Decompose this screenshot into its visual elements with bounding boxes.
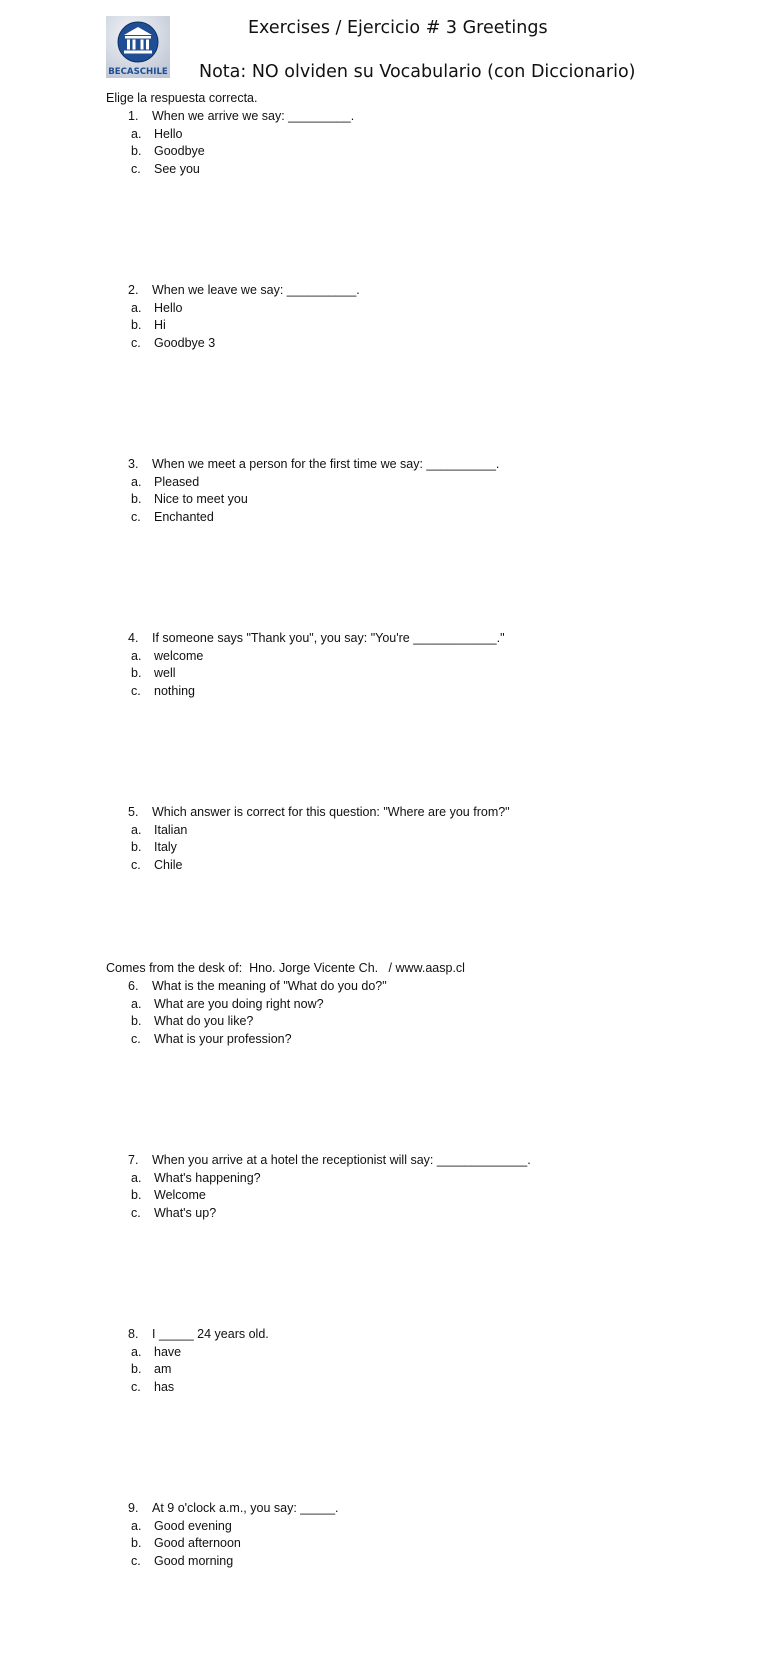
option-letter: b. <box>131 1362 142 1376</box>
page-title: Exercises / Ejercicio # 3 Greetings <box>248 18 548 38</box>
option-text: Welcome <box>154 1188 206 1202</box>
option-letter: b. <box>131 318 142 332</box>
option-letter: c. <box>131 509 141 524</box>
option-text: See you <box>154 161 200 176</box>
option-text: have <box>154 1344 182 1359</box>
question-item <box>0 1501 768 1675</box>
option-text: What's up? <box>154 1205 217 1220</box>
option-letter: c. <box>131 1031 141 1046</box>
option-text: Goodbye 3 <box>154 335 216 350</box>
option-letter: a. <box>131 474 142 489</box>
question-number: 9. <box>128 1501 139 1515</box>
option-letter: a. <box>131 1344 142 1359</box>
option-text: Italy <box>154 840 177 854</box>
option-text: Italian <box>154 822 188 837</box>
option-text: Pleased <box>154 474 200 489</box>
question-number: 5. <box>128 805 139 819</box>
option-text: Hello <box>154 300 183 315</box>
question-text: When you arrive at a hotel the receptionist will say: _____________. <box>152 1153 531 1167</box>
option-letter: a. <box>131 996 142 1011</box>
question-text: What is the meaning of "What do you do?" <box>152 979 387 993</box>
question-number: 2. <box>128 283 139 297</box>
option-letter: c. <box>131 683 141 698</box>
option-text: Chile <box>154 857 183 872</box>
question-text: When we leave we say: __________. <box>152 283 360 297</box>
question-item <box>0 1327 768 1501</box>
option-letter: a. <box>131 648 142 663</box>
option-letter: c. <box>131 857 141 872</box>
option-letter: a. <box>131 300 142 315</box>
question-text: At 9 o'clock a.m., you say: _____. <box>152 1501 339 1515</box>
question-item <box>0 805 768 979</box>
option-letter: a. <box>131 1170 142 1185</box>
option-text: Goodbye <box>154 144 205 158</box>
option-text: welcome <box>154 648 204 663</box>
option-text: What are you doing right now? <box>154 996 324 1011</box>
question-number: 7. <box>128 1153 139 1167</box>
option-letter: c. <box>131 1553 141 1568</box>
option-text: nothing <box>154 683 196 698</box>
option-text: am <box>154 1362 172 1376</box>
option-letter: b. <box>131 840 142 854</box>
question-number: 1. <box>128 109 139 123</box>
question-item <box>0 283 768 457</box>
option-letter: c. <box>131 1205 141 1220</box>
instruction-text: Elige la respuesta correcta. <box>106 91 258 105</box>
option-text: has <box>154 1379 175 1394</box>
option-letter: b. <box>131 1014 142 1028</box>
option-letter: c. <box>131 1379 141 1394</box>
question-item <box>0 457 768 631</box>
question-list <box>0 109 768 1675</box>
option-letter: a. <box>131 126 142 141</box>
question-text: I _____ 24 years old. <box>152 1327 269 1341</box>
question-item <box>0 631 768 805</box>
option-letter: b. <box>131 1536 142 1550</box>
question-number: 6. <box>128 979 139 993</box>
option-letter: c. <box>131 161 141 176</box>
question-number: 3. <box>128 457 139 471</box>
question-text: When we meet a person for the first time we say: __________. <box>152 457 500 471</box>
option-text: Hi <box>154 318 166 332</box>
question-item <box>0 1153 768 1327</box>
option-text: Enchanted <box>154 509 214 524</box>
page-subtitle: Nota: NO olviden su Vocabulario (con Diccionario) <box>199 62 636 82</box>
option-letter: b. <box>131 666 142 680</box>
question-text: If someone says "Thank you", you say: "You're ____________." <box>152 631 505 645</box>
footer-credit: Comes from the desk of: Hno. Jorge Vicente Ch. / www.aasp.cl <box>106 961 465 975</box>
option-letter: b. <box>131 1188 142 1202</box>
option-letter: c. <box>131 335 141 350</box>
option-letter: a. <box>131 1518 142 1533</box>
question-number: 4. <box>128 631 139 645</box>
question-item <box>0 979 768 1153</box>
option-text: Hello <box>154 126 183 141</box>
option-text: Good morning <box>154 1553 234 1568</box>
option-text: What is your profession? <box>154 1031 292 1046</box>
question-text: Which answer is correct for this question: "Where are you from?" <box>152 805 510 819</box>
becaschile-logo <box>106 16 170 78</box>
option-text: Nice to meet you <box>154 492 248 506</box>
question-number: 8. <box>128 1327 139 1341</box>
option-text: well <box>154 666 176 680</box>
option-text: What do you like? <box>154 1014 254 1028</box>
option-letter: b. <box>131 144 142 158</box>
option-text: What's happening? <box>154 1170 261 1185</box>
question-item <box>0 109 768 283</box>
logo-text: BECASCHILE <box>108 67 168 77</box>
option-text: Good evening <box>154 1518 232 1533</box>
question-text: When we arrive we say: _________. <box>152 109 355 123</box>
option-text: Good afternoon <box>154 1536 241 1550</box>
option-letter: b. <box>131 492 142 506</box>
option-letter: a. <box>131 822 142 837</box>
